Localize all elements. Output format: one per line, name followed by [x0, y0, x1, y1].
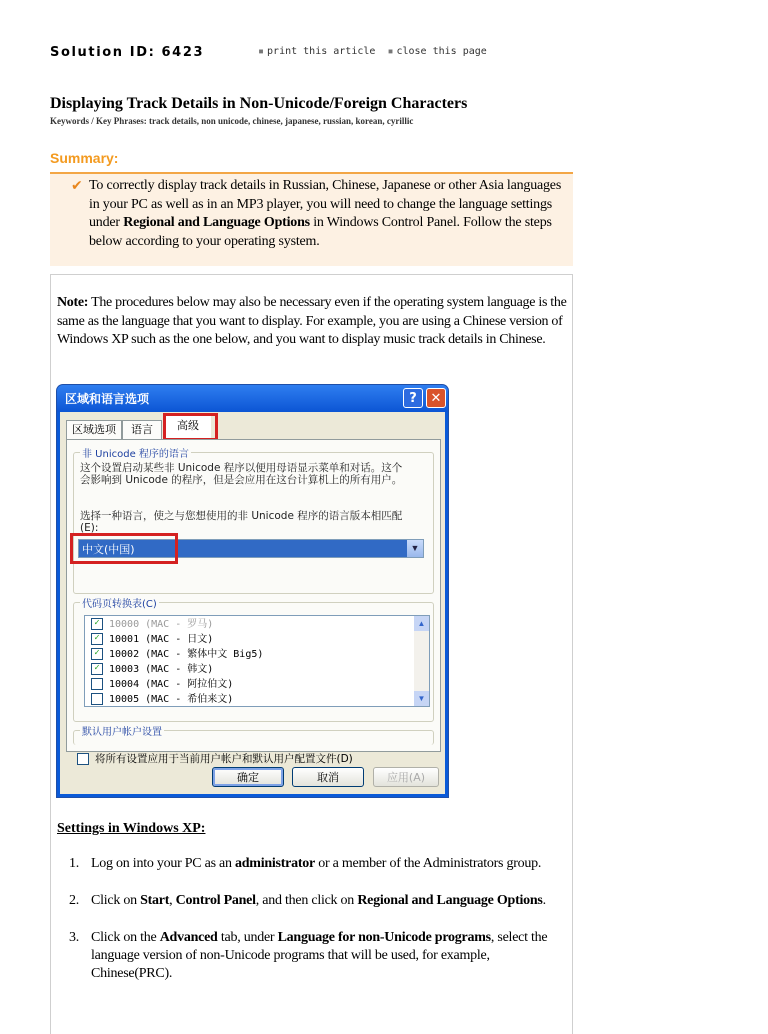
checkbox-checked-icon: ✓ [91, 633, 103, 645]
checkbox-icon [77, 753, 89, 765]
checkbox-checked-icon: ✓ [91, 663, 103, 675]
list-item: ✓ 10000 (MAC - 罗马) [91, 617, 213, 632]
codepage-group [73, 599, 434, 722]
codepage-group-label: 代码页转换表(C) [80, 595, 159, 610]
bullet-icon: ▪ [258, 46, 265, 57]
page-header [50, 44, 730, 64]
keywords: Keywords / Key Phrases: track details, non unicode, chinese, japanese, russian, korean, cyrillic [50, 116, 414, 126]
tab-advanced: 高级 [165, 415, 211, 439]
bullet-icon: ▪ [387, 46, 394, 57]
scroll-up-icon: ▲ [414, 616, 429, 631]
close-icon: ✕ [426, 388, 446, 408]
checkbox-icon [91, 693, 103, 705]
language-select-value: 中文(中国) [82, 543, 135, 556]
cancel-button: 取消 [292, 767, 364, 787]
list-item: ✓ 10003 (MAC - 韩文) [91, 662, 213, 677]
dialog-body [60, 412, 445, 794]
non-unicode-group-label: 非 Unicode 程序的语言 [80, 445, 191, 460]
checkmark-icon: ✔ [71, 178, 83, 194]
default-user-group-label: 默认用户帐户设置 [80, 723, 164, 738]
apply-all-checkbox-row: 将所有设置应用于当前用户帐户和默认用户配置文件(D) [77, 751, 353, 766]
solution-id: Solution ID: 6423 [50, 45, 205, 60]
chevron-down-icon: ▼ [407, 540, 423, 557]
scroll-down-icon: ▼ [414, 691, 429, 706]
codepage-list [84, 615, 430, 707]
help-icon: ? [403, 388, 423, 408]
checkbox-icon [91, 678, 103, 690]
summary-box [50, 172, 573, 266]
note-paragraph: Note: The procedures below may also be necessary even if the operating system language is the same as the language that you want to display. For example, you are using a Chinese version of Windows XP such as the one below, and you want to display music track details in Chinese. [57, 295, 567, 347]
apply-button: 应用(A) [373, 767, 439, 787]
list-item: 10005 (MAC - 希伯来文) [91, 692, 233, 707]
non-unicode-group [73, 449, 434, 594]
non-unicode-instruction: 选择一种语言，使之与您想使用的非 Unicode 程序的语言版本相匹配(E): [80, 510, 403, 534]
close-page-link[interactable]: close this page [396, 46, 487, 57]
highlight-advanced-tab [163, 413, 218, 441]
highlight-language-select [70, 533, 178, 564]
checkbox-checked-icon: ✓ [91, 648, 103, 660]
content-box: Note: The procedures below may also be necessary even if the operating system language is the same as the language that you want to display. For example, you are using a Chinese version of Windows XP such as the one below, and you want to display music track details in Chinese. 区域和语言选项 ? ✕ 区域选项 语言 高级 非 Unicode 程序的语言 这个设置启动某些非 Unicode 程序以便用母语显示菜单和对话。这个会影响到 Unicode 的程序，但是会应用在这台计算机上的所有用户。 选择一种语言，使之与您想使用的非 Unicode 程序的语言版本相匹配(E): 中文(中国) ▼ 代码页转换表(C) ✓ 10000 (MAC - 罗马) ✓ 10001 (MAC - 日文) ✓ 10002 (MAC - 繁体中文 Big5) ✓ 10003 (MAC - 韩文) 10004 (MAC - 阿拉伯文) 10005 (MAC - 希伯来文) ▲ ▼ 默认用户帐户设置 将所有设置应用于当前用户帐户和默认用户配置文件(D) 确定 取消 应用(A) Settings in Windows XP: 1. Log on into your PC as an administrator or a member of the Administrators group. 2. Click on Start, Control Panel, and then click on Regional and Language Options. 3. Click on the Advanced tab, under Language for non-Unicode programs, select the language version of non-Unicode programs that will be used, for example, Chinese(PRC). [50, 274, 573, 1034]
ok-button: 确定 [212, 767, 284, 787]
summary-text: To correctly display track details in Russian, Chinese, Japanese or other Asia languages in your PC as well as in an MP3 player, you will need to change the language settings under Regional and Language Options in Windows Control Panel. Follow the steps below according to your operating system. [89, 178, 562, 249]
dialog-title: 区域和语言选项 [65, 392, 150, 406]
header-links [258, 46, 493, 57]
summary-heading: Summary: [50, 150, 119, 166]
article-title: Displaying Track Details in Non-Unicode/Foreign Characters [50, 95, 468, 112]
tab-regional-options: 区域选项 [66, 420, 122, 439]
default-user-group [73, 727, 434, 745]
list-scrollbar [414, 616, 429, 706]
advanced-tab-panel [66, 439, 441, 765]
dialog-titlebar [57, 385, 448, 412]
non-unicode-description: 这个设置启动某些非 Unicode 程序以便用母语显示菜单和对话。这个会影响到 Unicode 的程序，但是会应用在这台计算机上的所有用户。 [80, 462, 403, 486]
print-article-link[interactable]: print this article [267, 46, 376, 57]
list-item: ✓ 10001 (MAC - 日文) [91, 632, 213, 647]
regional-options-dialog-screenshot [57, 385, 448, 797]
list-item: ✓ 10002 (MAC - 繁体中文 Big5) [91, 647, 263, 662]
tab-languages: 语言 [122, 420, 162, 439]
steps-heading: Settings in Windows XP: [57, 821, 206, 836]
checkbox-checked-icon: ✓ [91, 618, 103, 630]
list-item: 10004 (MAC - 阿拉伯文) [91, 677, 233, 692]
